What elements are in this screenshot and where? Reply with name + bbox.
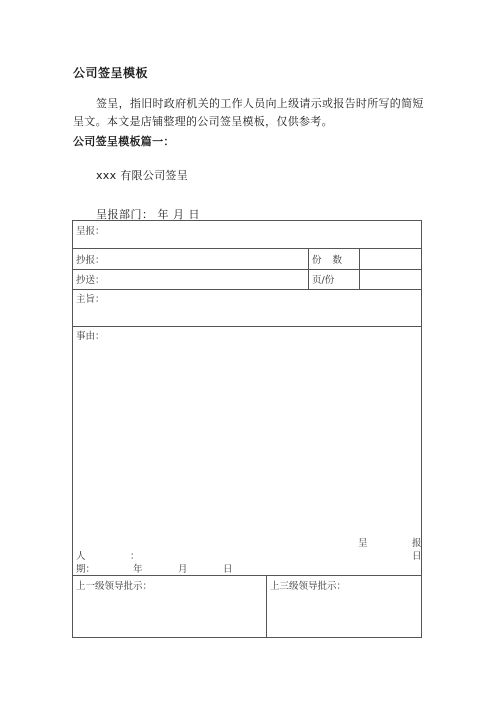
reporter-char-ren: 人 [76,551,86,562]
subject-row [73,289,421,327]
pages-label: 页/份 [312,275,335,286]
reporter-char-cheng: 呈 [358,538,368,549]
date-year: 年 [133,564,143,575]
divider [359,248,360,269]
copies-label: 份 数 [312,255,347,266]
reporter-colon: ： [130,551,140,562]
report-row [73,221,421,249]
send-label: 抄送： [76,275,105,286]
petition-form-table [72,220,422,638]
report-label: 呈报： [76,226,105,237]
subject-label: 主旨： [76,294,105,305]
reason-label: 事由： [76,331,105,342]
section-subtitle: 公司签呈模板篇一： [73,135,175,148]
department-date-line: 呈报部门： 年 月 日 [96,208,200,221]
reporter-char-bao: 报 [412,538,422,549]
document-title: 公司签呈模板 [73,66,149,80]
date-char-ri: 日 [412,551,422,562]
cc-label: 抄报： [76,255,105,266]
date-month: 月 [178,564,188,575]
date-day: 日 [223,564,233,575]
leader-instructions-row [73,575,421,637]
send-row [73,269,421,290]
date-label: 期： [76,564,96,575]
leader3-instruction-label: 上三级领导批示： [270,581,347,592]
divider [308,248,309,269]
company-heading: xxx 有限公司签呈 [96,169,189,182]
divider [359,269,360,289]
intro-paragraph: 签呈，指旧时政府机关的工作人员向上级请示或报告时所写的简短呈文。本文是店铺整理的公司签呈模板，仅供参考。 [73,97,424,128]
cc-row [73,248,421,270]
divider [266,575,267,637]
leader1-instruction-label: 上一级领导批示： [76,581,153,592]
reason-row [73,326,421,576]
divider [308,269,309,289]
